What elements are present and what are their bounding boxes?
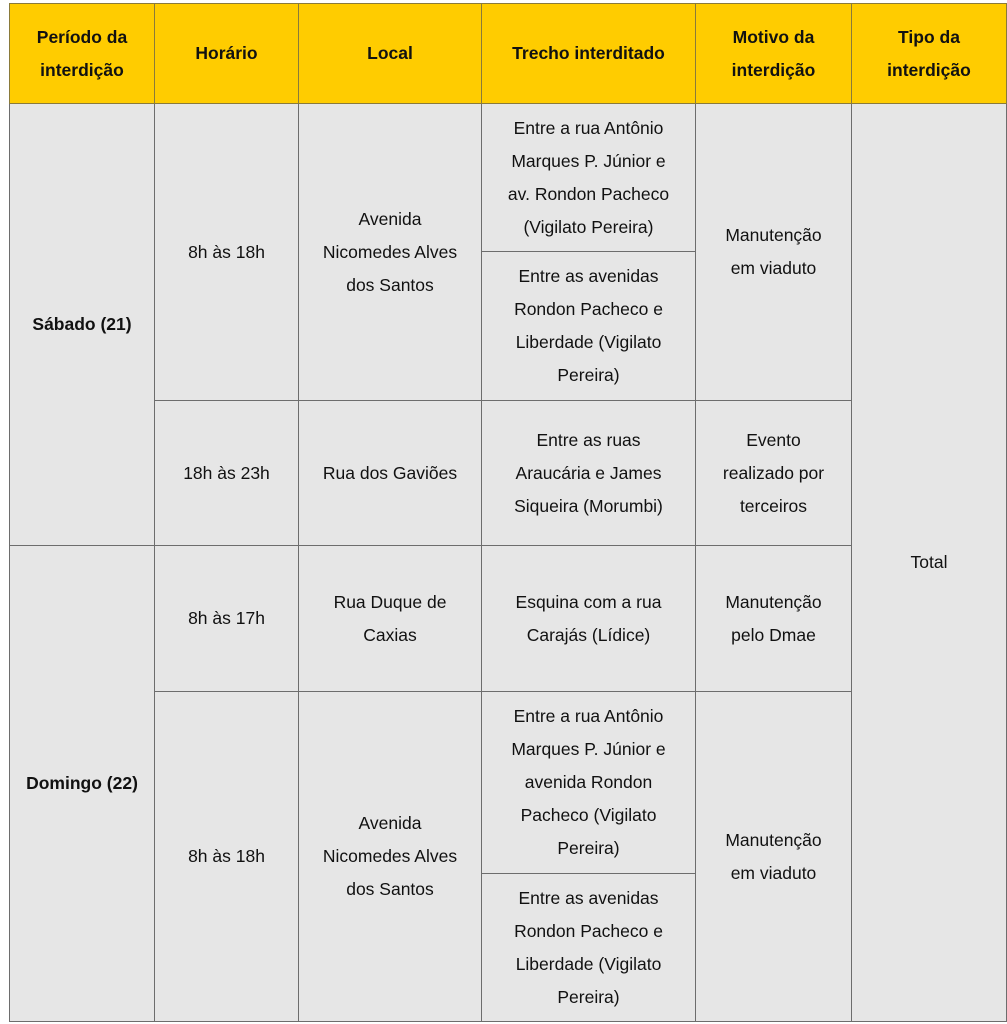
horario-cell: 8h às 18h [155,692,299,1022]
periodo-sabado: Sábado (21) [10,104,155,546]
interdicoes-table [9,3,1007,1022]
header-local: Local [299,4,482,104]
local-cell: Avenida Nicomedes Alves dos Santos [299,692,482,1022]
horario-cell: 8h às 18h [155,104,299,401]
motivo-cell: Manutenção em viaduto [696,104,852,401]
trecho-cell: Entre a rua Antônio Marques P. Júnior e av. Rondon Pacheco (Vigilato Pereira) [482,104,696,252]
tipo-total: Total [852,104,1007,1022]
local-cell: Rua dos Gaviões [299,401,482,546]
table-row [10,104,1007,252]
horario-cell: 8h às 17h [155,546,299,692]
header-motivo: Motivo da interdição [696,4,852,104]
horario-cell: 18h às 23h [155,401,299,546]
periodo-domingo: Domingo (22) [10,546,155,1022]
header-periodo: Período da interdição [10,4,155,104]
local-cell: Avenida Nicomedes Alves dos Santos [299,104,482,401]
motivo-cell: Manutenção em viaduto [696,692,852,1022]
header-horario: Horário [155,4,299,104]
trecho-cell: Entre as avenidas Rondon Pacheco e Liberdade (Vigilato Pereira) [482,252,696,401]
trecho-cell: Entre a rua Antônio Marques P. Júnior e avenida Rondon Pacheco (Vigilato Pereira) [482,692,696,874]
trecho-cell: Entre as avenidas Rondon Pacheco e Liberdade (Vigilato Pereira) [482,874,696,1022]
trecho-cell: Entre as ruas Araucária e James Siqueira (Morumbi) [482,401,696,546]
header-trecho: Trecho interditado [482,4,696,104]
header-tipo: Tipo da interdição [852,4,1007,104]
header-row [10,4,1007,104]
trecho-cell: Esquina com a rua Carajás (Lídice) [482,546,696,692]
motivo-cell: Evento realizado por terceiros [696,401,852,546]
local-cell: Rua Duque de Caxias [299,546,482,692]
motivo-cell: Manutenção pelo Dmae [696,546,852,692]
